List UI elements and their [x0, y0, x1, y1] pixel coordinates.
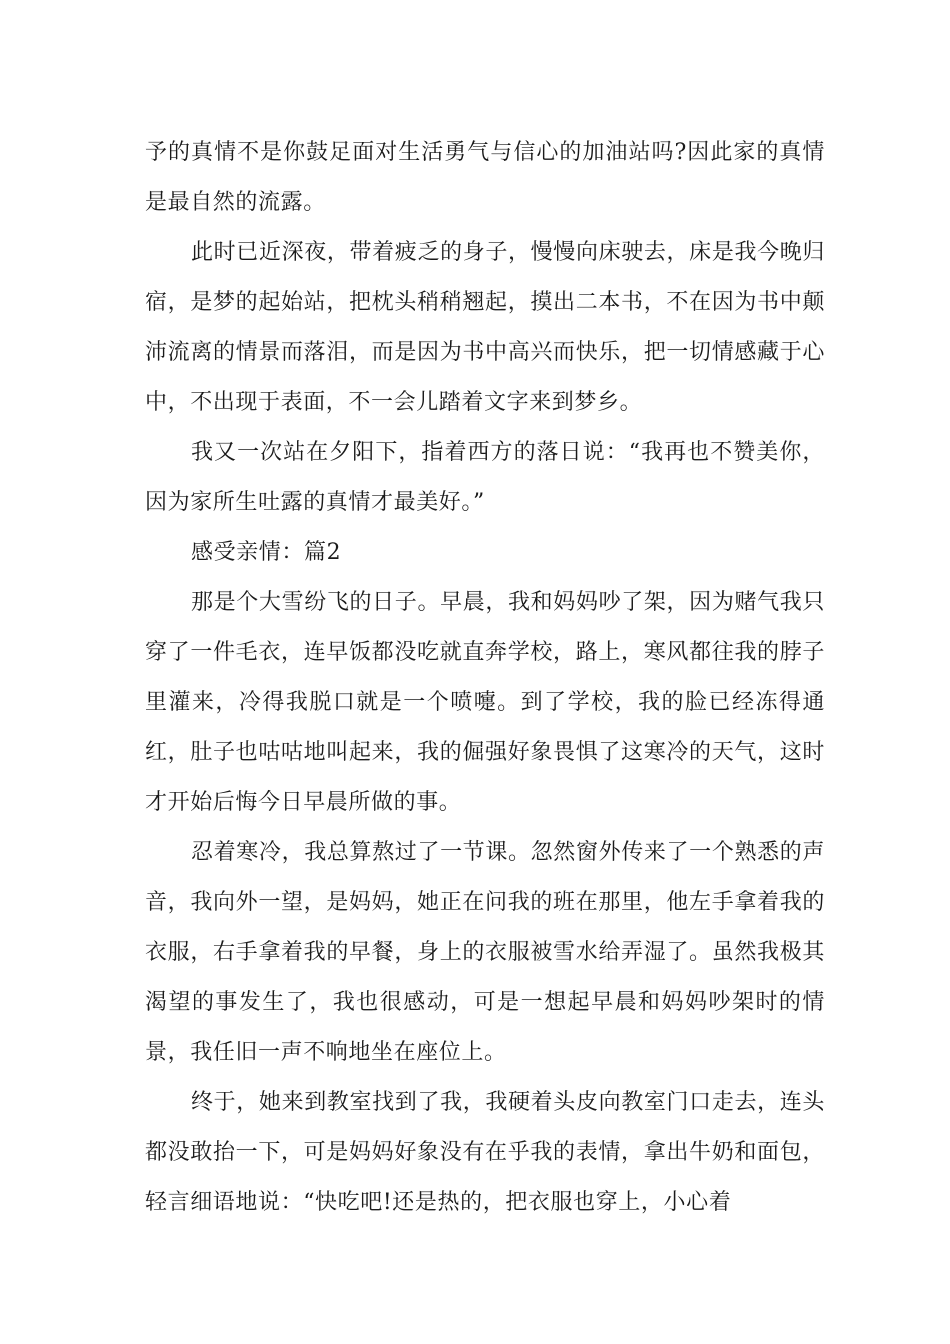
paragraph: 忍着寒冷，我总算熬过了一节课。忽然窗外传来了一个熟悉的声音，我向外一望，是妈妈，她正在问我的班在那里，他左手拿着我的衣服，右手拿着我的早餐，身上的衣服被雪水给弄湿了。虽然我极其渴望的事发生了，我也很感动，可是一想起早晨和妈妈吵架时的情景，我任旧一声不响地坐在座位上。: [145, 840, 825, 1065]
paragraph-continued: 予的真情不是你鼓足面对生活勇气与信心的加油站吗?因此家的真情是最自然的流露。: [145, 140, 825, 215]
paragraph: 此时已近深夜，带着疲乏的身子，慢慢向床驶去，床是我今晚归宿，是梦的起始站，把枕头稍稍翘起，摸出二本书，不在因为书中颠沛流离的情景而落泪，而是因为书中高兴而快乐，把一切情感藏于心中，不出现于表面，不一会儿踏着文字来到梦乡。: [145, 240, 825, 415]
document-body: [145, 128, 825, 1228]
paragraph: 终于，她来到教室找到了我，我硬着头皮向教室门口走去，连头都没敢抬一下，可是妈妈好象没有在乎我的表情，拿出牛奶和面包，轻言细语地说：“快吃吧!还是热的，把衣服也穿上，小心着: [145, 1090, 825, 1215]
section-heading: 感受亲情：篇2: [191, 540, 342, 565]
paragraph: 我又一次站在夕阳下，指着西方的落日说：“我再也不赞美你，因为家所生吐露的真情才最美好。”: [145, 440, 825, 515]
paragraph: 那是个大雪纷飞的日子。早晨，我和妈妈吵了架，因为赌气我只穿了一件毛衣，连早饭都没吃就直奔学校，路上，寒风都往我的脖子里灌来，冷得我脱口就是一个喷嚏。到了学校，我的脸已经冻得通红，肚子也咕咕地叫起来，我的倔强好象畏惧了这寒冷的天气，这时才开始后悔今日早晨所做的事。: [145, 590, 825, 815]
